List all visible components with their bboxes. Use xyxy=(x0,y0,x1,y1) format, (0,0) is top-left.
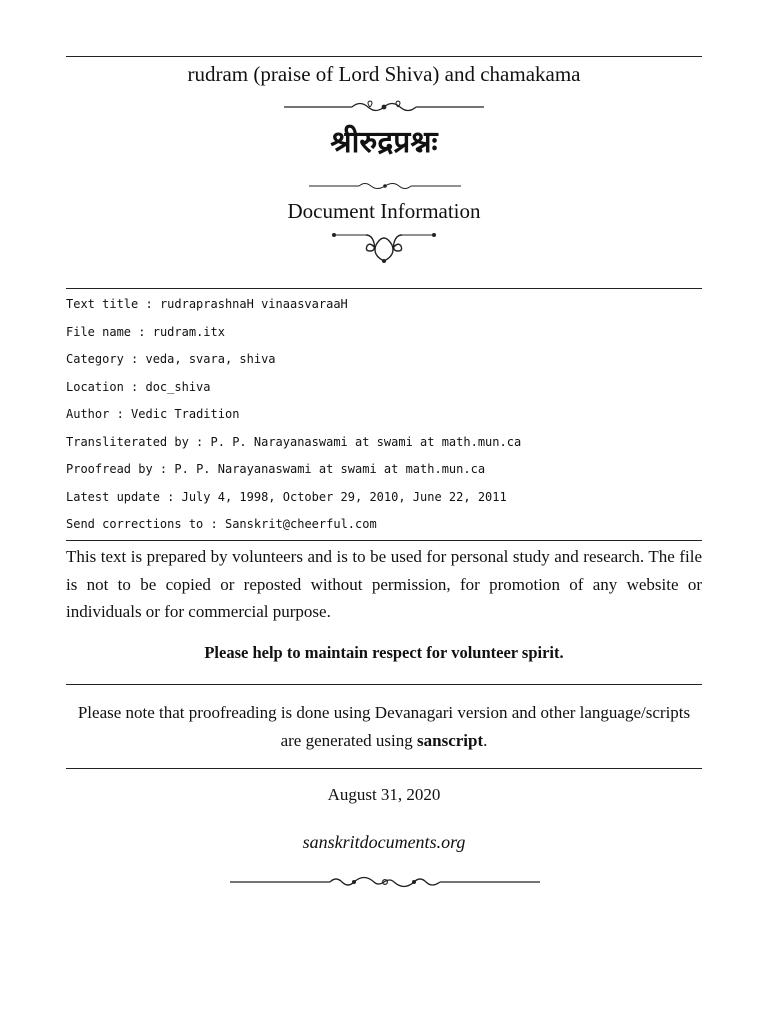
notice-rule xyxy=(66,684,702,685)
devanagari-title: श्रीरुद्रप्रश्नः xyxy=(330,125,438,160)
proofreading-note: Please note that proofreading is done using Devanagari version and other language/scripts are generated using sanscript. xyxy=(77,703,691,750)
metadata-row: Proofread by : P. P. Narayanaswami at swami at math.mun.ca xyxy=(66,462,486,476)
metadata-top-rule xyxy=(66,288,702,289)
metadata-row: File name : rudram.itx xyxy=(66,324,225,339)
metadata-row: Transliterated by : P. P. Narayanaswami at swami at math.mun.ca xyxy=(66,434,522,449)
metadata-row: Latest update : July 4, 1998, October 29, 2010, June 22, 2011 xyxy=(66,489,507,504)
flourish-divider-icon xyxy=(230,873,540,891)
site-name: sanskritdocuments.org xyxy=(302,832,466,852)
scroll-ornament-icon xyxy=(332,225,436,265)
metadata-row: Send corrections to : Sanskrit@cheerful.com xyxy=(66,517,377,531)
note-bottom-rule xyxy=(66,768,702,769)
section-title: Document Information xyxy=(287,199,481,223)
flourish-divider-icon xyxy=(309,180,461,192)
volunteer-spirit-note: Please help to maintain respect for volunteer spirit. xyxy=(204,643,564,662)
top-rule xyxy=(66,56,702,57)
metadata-row: Location : doc_shiva xyxy=(66,379,211,394)
publication-date: August 31, 2020 xyxy=(327,785,441,804)
metadata-row: Category : veda, svara, shiva xyxy=(66,352,276,366)
flourish-divider-icon xyxy=(284,98,484,116)
document-title: rudram (praise of Lord Shiva) and chamakama xyxy=(187,62,581,86)
usage-notice-paragraph: This text is prepared by volunteers and is to be used for personal study and research. The file is not to be copied or reposted without permission, for promotion of any website or individuals or for commercial purpose. xyxy=(66,547,702,621)
sanscript-term: sanscript xyxy=(417,731,484,750)
metadata-row: Author : Vedic Tradition xyxy=(66,407,240,421)
metadata-row: Text title : rudraprashnaH vinaasvaraaH xyxy=(66,297,348,311)
metadata-bottom-rule xyxy=(66,540,702,541)
